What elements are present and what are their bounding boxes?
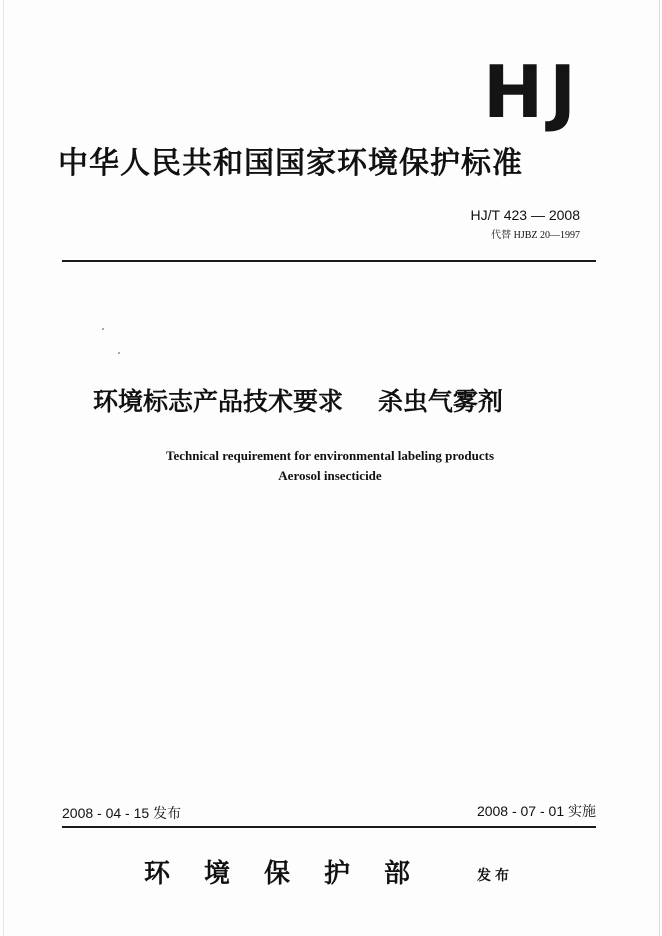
organization-title: 中华人民共和国国家环境保护标准 bbox=[58, 146, 523, 181]
standard-number: HJ/T 423 — 2008 bbox=[470, 207, 580, 223]
english-title-line-2: Aerosol insecticide bbox=[278, 468, 382, 483]
issue-suffix: 发布 bbox=[477, 868, 513, 884]
scan-speck bbox=[102, 328, 104, 330]
implementation-date: 2008 - 07 - 01 实施 bbox=[476, 803, 596, 819]
bottom-divider bbox=[62, 826, 596, 828]
english-title-line-1: Technical requirement for environmental labeling products bbox=[165, 448, 495, 463]
page-edge-left bbox=[3, 0, 4, 936]
replaces-standard: 代替 HJBZ 20—1997 bbox=[491, 230, 580, 241]
page-edge-right bbox=[659, 0, 660, 936]
hj-logo: HJ bbox=[482, 50, 582, 134]
issuing-authority: 环境保护部 bbox=[144, 859, 445, 889]
issue-date: 2008 - 04 - 15 发布 bbox=[62, 805, 182, 821]
chinese-title: 环境标志产品技术要求 杀虫气雾剂 bbox=[93, 387, 503, 416]
scan-speck bbox=[118, 352, 120, 354]
english-title bbox=[80, 446, 580, 486]
top-divider bbox=[62, 260, 596, 262]
